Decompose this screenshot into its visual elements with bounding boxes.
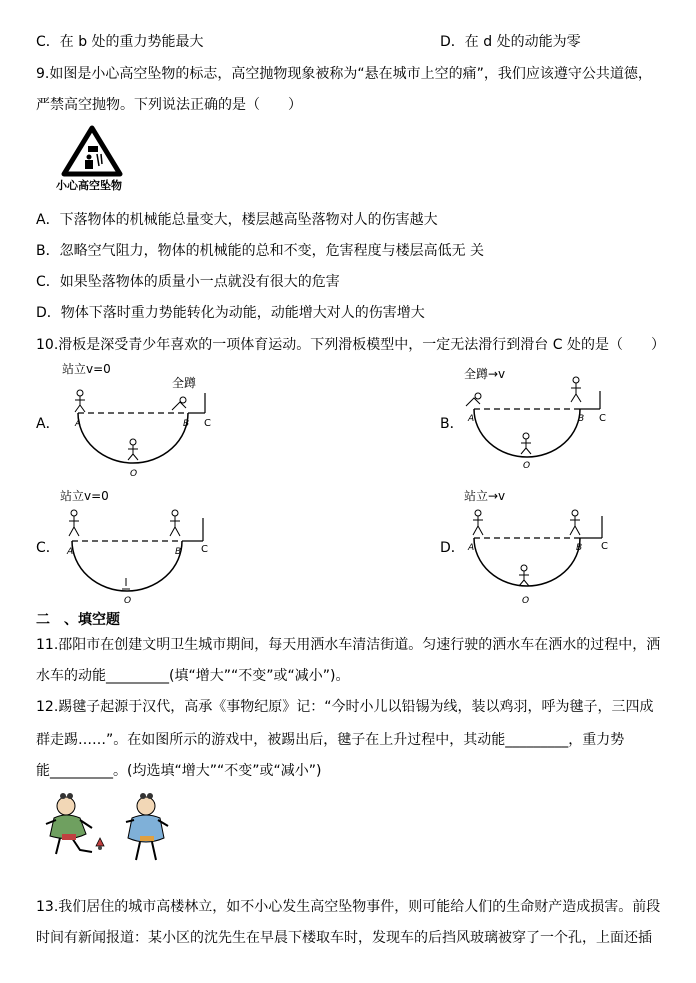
point-c: C — [601, 541, 608, 552]
falling-object-warning-sign — [52, 124, 132, 194]
point-a: A — [468, 543, 475, 553]
sign-caption: 小心高空坠物 — [56, 179, 122, 192]
point-a: A — [67, 547, 74, 557]
skateboard-diagram-b — [462, 366, 622, 484]
shuttlecock-kicking-illustration — [36, 790, 186, 870]
q9-option-d: D．物体下落时重力势能转化为动能，动能增大对人的伤害增大 — [36, 305, 425, 321]
q8-option-d: D．在 d 处的动能为零 — [440, 34, 581, 50]
point-b: B — [175, 547, 182, 557]
q13-line2: 时间有新闻报道：某小区的沈先生在早晨下楼取车时，发现车的后挡风玻璃被穿了一个孔，上面还插 — [36, 930, 652, 946]
q11-line1: 11.邵阳市在创建文明卫生城市期间，每天用洒水车清洁街道。匀速行驶的洒水车在洒水的过程中，洒 — [36, 637, 661, 653]
label-squat-v: 全蹲→v — [464, 367, 506, 381]
q9-stem-line2: 严禁高空抛物。下列说法正确的是（ ） — [36, 97, 302, 113]
point-a: A — [75, 419, 82, 429]
q9-stem-line1: 9.如图是小心高空坠物的标志，高空抛物现象被称为“悬在城市上空的痛”，我们应该遵守公共道德， — [36, 66, 652, 82]
point-c: C — [201, 544, 208, 555]
q10-option-a-letter: A． — [36, 416, 60, 432]
point-o: O — [522, 596, 530, 606]
q10-option-b-letter: B． — [440, 416, 464, 432]
q10-stem: 10.滑板是深受青少年喜欢的一项体育运动。下列滑板模型中，一定无法滑行到滑台 C 处的是（ ） — [36, 337, 665, 353]
skateboard-diagram-c — [58, 486, 218, 608]
label-stand: 站立v=0 — [60, 489, 109, 503]
point-b: B — [576, 543, 583, 553]
q9-option-b: B．忽略空气阻力，物体的机械能的总和不变，危害程度与楼层高低无 关 — [36, 243, 485, 259]
q10-option-d-letter: D． — [440, 540, 465, 556]
q9-option-a: A．下落物体的机械能总量变大，楼层越高坠落物对人的伤害越大 — [36, 212, 438, 228]
point-o: O — [523, 461, 531, 471]
point-b: B — [183, 419, 190, 429]
q13-line1: 13.我们居住的城市高楼林立，如不小心发生高空坠物事件，则可能给人们的生命财产造成损害。前段 — [36, 899, 661, 915]
label-stand: 站立v=0 — [62, 362, 111, 376]
q8-option-c: C．在 b 处的重力势能最大 — [36, 34, 204, 50]
q11-line2: 水车的动能_________(填“增大”“不变”或“减小”)。 — [36, 668, 350, 684]
point-c: C — [204, 418, 211, 429]
section-heading-fill-in: 二 、填空题 — [36, 612, 120, 628]
point-b: B — [578, 414, 585, 424]
label-stand-v: 站立→v — [464, 489, 506, 503]
q10-option-c-letter: C． — [36, 540, 60, 556]
skateboard-diagram-d — [462, 486, 622, 608]
label-squat: 全蹲 — [172, 376, 197, 390]
q12-line3: 能_________。(均选填“增大”“不变”或“减小”) — [36, 763, 322, 779]
q9-option-c: C．如果坠落物体的质量小一点就没有很大的危害 — [36, 274, 340, 290]
point-a: A — [468, 414, 475, 424]
point-o: O — [124, 596, 132, 606]
q12-line2: 群走踢……”。在如图所示的游戏中，被踢出后，毽子在上升过程中，其动能_________，重力势 — [36, 732, 625, 748]
q12-line1: 12.踢毽子起源于汉代，高承《事物纪原》记：“今时小儿以铅锡为线，装以鸡羽，呼为毽子，三四成 — [36, 699, 654, 715]
point-c: C — [599, 413, 606, 424]
point-o: O — [130, 469, 138, 479]
skateboard-diagram-a — [60, 360, 220, 484]
